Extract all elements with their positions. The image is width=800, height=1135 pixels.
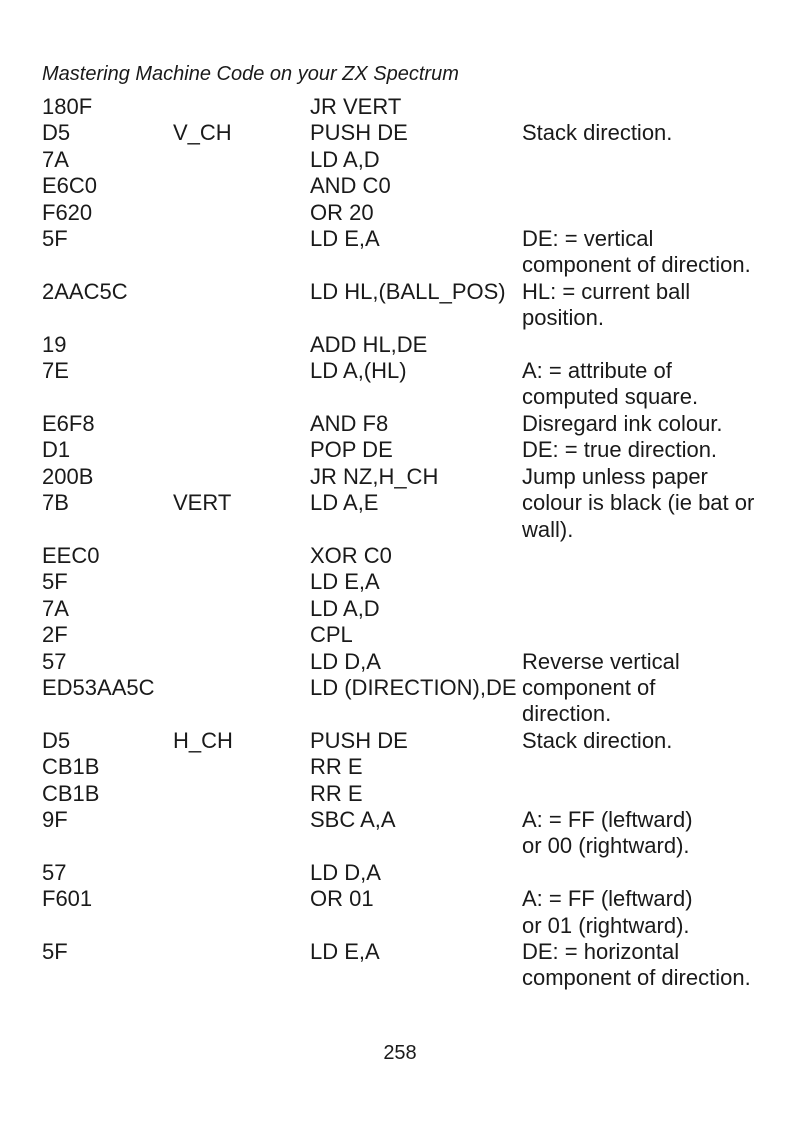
label-cell	[173, 437, 310, 463]
code-row	[42, 305, 754, 331]
code-row	[42, 279, 754, 305]
label-cell	[173, 701, 310, 727]
code-row	[42, 754, 754, 780]
code-row	[42, 860, 754, 886]
hex-cell: E6F8	[42, 410, 95, 436]
code-row	[42, 464, 754, 490]
hex-cell: 57	[42, 648, 67, 674]
hex-cell: 5F	[42, 226, 68, 252]
comment-cell: Jump unless paper	[522, 463, 708, 489]
code-row	[42, 569, 754, 595]
code-row	[42, 596, 754, 622]
label-cell	[173, 173, 310, 199]
instr-cell: LD E,A	[310, 939, 380, 964]
label-cell	[173, 332, 310, 358]
instr-cell: LD A,D	[310, 146, 380, 172]
code-row	[42, 517, 754, 543]
instr-cell: LD A,(HL)	[310, 358, 407, 384]
hex-cell: 7A	[42, 146, 69, 172]
label-cell	[173, 754, 310, 780]
code-row	[42, 728, 754, 754]
instr-cell: XOR C0	[310, 542, 392, 568]
hex-cell	[42, 252, 173, 278]
code-row	[42, 543, 754, 569]
code-row	[42, 252, 754, 278]
label-cell: V_CH	[173, 120, 232, 146]
hex-cell: 7B	[42, 490, 69, 516]
label-cell	[173, 622, 310, 648]
label-cell	[173, 252, 310, 278]
instr-cell: AND C0	[310, 173, 391, 199]
label-cell	[173, 517, 310, 543]
code-row	[42, 886, 754, 912]
code-row	[42, 200, 754, 226]
code-row	[42, 675, 754, 701]
hex-cell: 9F	[42, 806, 68, 832]
hex-cell: CB1B	[42, 780, 100, 806]
hex-cell: 2F	[42, 622, 68, 648]
instr-cell	[310, 305, 522, 331]
instr-cell	[310, 833, 522, 859]
hex-cell: F620	[42, 199, 93, 225]
instr-cell: LD E,A	[310, 569, 380, 595]
label-cell	[173, 939, 310, 965]
hex-cell: E6C0	[42, 173, 98, 199]
instr-cell: LD E,A	[310, 226, 380, 252]
page-number: 258	[383, 1042, 417, 1064]
comment-cell: colour is black (ie bat or	[522, 490, 755, 516]
code-row	[42, 781, 754, 807]
label-cell	[173, 596, 310, 622]
instr-cell: JR NZ,H_CH	[310, 463, 439, 489]
code-row	[42, 120, 754, 146]
code-row	[42, 807, 754, 833]
comment-cell: DE: = vertical	[522, 226, 654, 252]
hex-cell: 5F	[42, 569, 68, 595]
code-row	[42, 94, 754, 120]
hex-cell	[42, 701, 173, 727]
label-cell	[173, 886, 310, 912]
code-row	[42, 358, 754, 384]
instr-cell: JR VERT	[310, 94, 402, 119]
code-row	[42, 913, 754, 939]
label-cell	[173, 569, 310, 595]
hex-cell: 7E	[42, 358, 69, 384]
comment-cell: HL: = current ball	[522, 278, 691, 304]
instr-cell: LD HL,(BALL_POS)	[310, 278, 506, 304]
code-row	[42, 833, 754, 859]
instr-cell	[310, 913, 522, 939]
label-cell	[173, 860, 310, 886]
hex-cell	[42, 305, 173, 331]
instr-cell: LD (DIRECTION),DE	[310, 674, 517, 700]
label-cell: H_CH	[173, 727, 233, 753]
label-cell	[173, 913, 310, 939]
instr-cell: LD D,A	[310, 859, 381, 885]
comment-cell: component of direction.	[522, 965, 751, 991]
code-row	[42, 490, 754, 516]
comment-cell: Stack direction.	[522, 727, 673, 753]
instr-cell	[310, 517, 522, 543]
label-cell	[173, 226, 310, 252]
hex-cell: ED53AA5C	[42, 674, 155, 700]
code-listing	[42, 94, 754, 992]
hex-cell: 19	[42, 331, 67, 357]
instr-cell: PUSH DE	[310, 727, 408, 753]
comment-cell: Stack direction.	[522, 120, 673, 146]
comment-cell: direction.	[522, 701, 612, 727]
comment-cell: DE: = true direction.	[522, 437, 718, 463]
code-row	[42, 701, 754, 727]
instr-cell	[310, 384, 522, 410]
hex-cell	[42, 965, 173, 991]
code-row	[42, 147, 754, 173]
comment-cell: or 00 (rightward).	[522, 833, 690, 859]
instr-cell: RR E	[310, 754, 363, 780]
label-cell	[173, 279, 310, 305]
label-cell	[173, 358, 310, 384]
comment-cell: computed square.	[522, 384, 699, 410]
hex-cell	[42, 517, 173, 543]
running-header: Mastering Machine Code on your ZX Spectrum	[42, 63, 459, 85]
instr-cell: SBC A,A	[310, 806, 396, 832]
hex-cell	[42, 384, 173, 410]
comment-cell: DE: = horizontal	[522, 939, 680, 964]
code-row	[42, 437, 754, 463]
comment-cell: A: = attribute of	[522, 358, 672, 384]
code-row	[42, 226, 754, 252]
label-cell	[173, 965, 310, 991]
label-cell	[173, 384, 310, 410]
comment-cell: A: = FF (leftward)	[522, 886, 693, 912]
hex-cell: 2AAC5C	[42, 278, 128, 304]
instr-cell	[310, 252, 522, 278]
code-row	[42, 649, 754, 675]
label-cell	[173, 543, 310, 569]
comment-cell: position.	[522, 305, 604, 331]
code-row	[42, 622, 754, 648]
comment-cell: wall).	[522, 516, 574, 542]
comment-cell: or 01 (rightward).	[522, 912, 690, 938]
hex-cell	[42, 913, 173, 939]
label-cell	[173, 833, 310, 859]
comment-cell: Reverse vertical	[522, 648, 680, 674]
instr-cell: LD A,E	[310, 490, 379, 516]
code-row	[42, 965, 754, 991]
label-cell	[173, 305, 310, 331]
hex-cell: 5F	[42, 939, 68, 964]
hex-cell: D5	[42, 120, 71, 146]
hex-cell: 180F	[42, 94, 93, 119]
instr-cell: OR 01	[310, 886, 374, 912]
comment-cell: Disregard ink colour.	[522, 410, 723, 436]
label-cell	[173, 411, 310, 437]
label-cell	[173, 147, 310, 173]
hex-cell: D1	[42, 437, 71, 463]
comment-cell: A: = FF (leftward)	[522, 806, 693, 832]
instr-cell: OR 20	[310, 199, 374, 225]
hex-cell: D5	[42, 727, 71, 753]
instr-cell: LD D,A	[310, 648, 381, 674]
code-row	[42, 173, 754, 199]
code-row	[42, 332, 754, 358]
hex-cell: 7A	[42, 595, 69, 621]
hex-cell: 57	[42, 859, 67, 885]
instr-cell: RR E	[310, 780, 363, 806]
hex-cell: 200B	[42, 463, 94, 489]
label-cell	[173, 807, 310, 833]
label-cell	[173, 94, 310, 120]
hex-cell: CB1B	[42, 754, 100, 780]
hex-cell	[42, 833, 173, 859]
label-cell	[173, 200, 310, 226]
label-cell	[173, 464, 310, 490]
hex-cell: EEC0	[42, 542, 100, 568]
code-row	[42, 411, 754, 437]
instr-cell: CPL	[310, 622, 353, 648]
code-row	[42, 384, 754, 410]
instr-cell	[310, 701, 522, 727]
label-cell: VERT	[173, 490, 232, 516]
instr-cell: ADD HL,DE	[310, 331, 428, 357]
instr-cell: PUSH DE	[310, 120, 408, 146]
label-cell	[173, 649, 310, 675]
label-cell	[173, 781, 310, 807]
label-cell	[173, 675, 310, 701]
code-row	[42, 939, 754, 965]
comment-cell: component of direction.	[522, 252, 751, 278]
instr-cell: AND F8	[310, 410, 389, 436]
hex-cell: F601	[42, 886, 93, 912]
instr-cell: POP DE	[310, 437, 393, 463]
instr-cell	[310, 965, 522, 991]
comment-cell: component of	[522, 674, 656, 700]
instr-cell: LD A,D	[310, 595, 380, 621]
